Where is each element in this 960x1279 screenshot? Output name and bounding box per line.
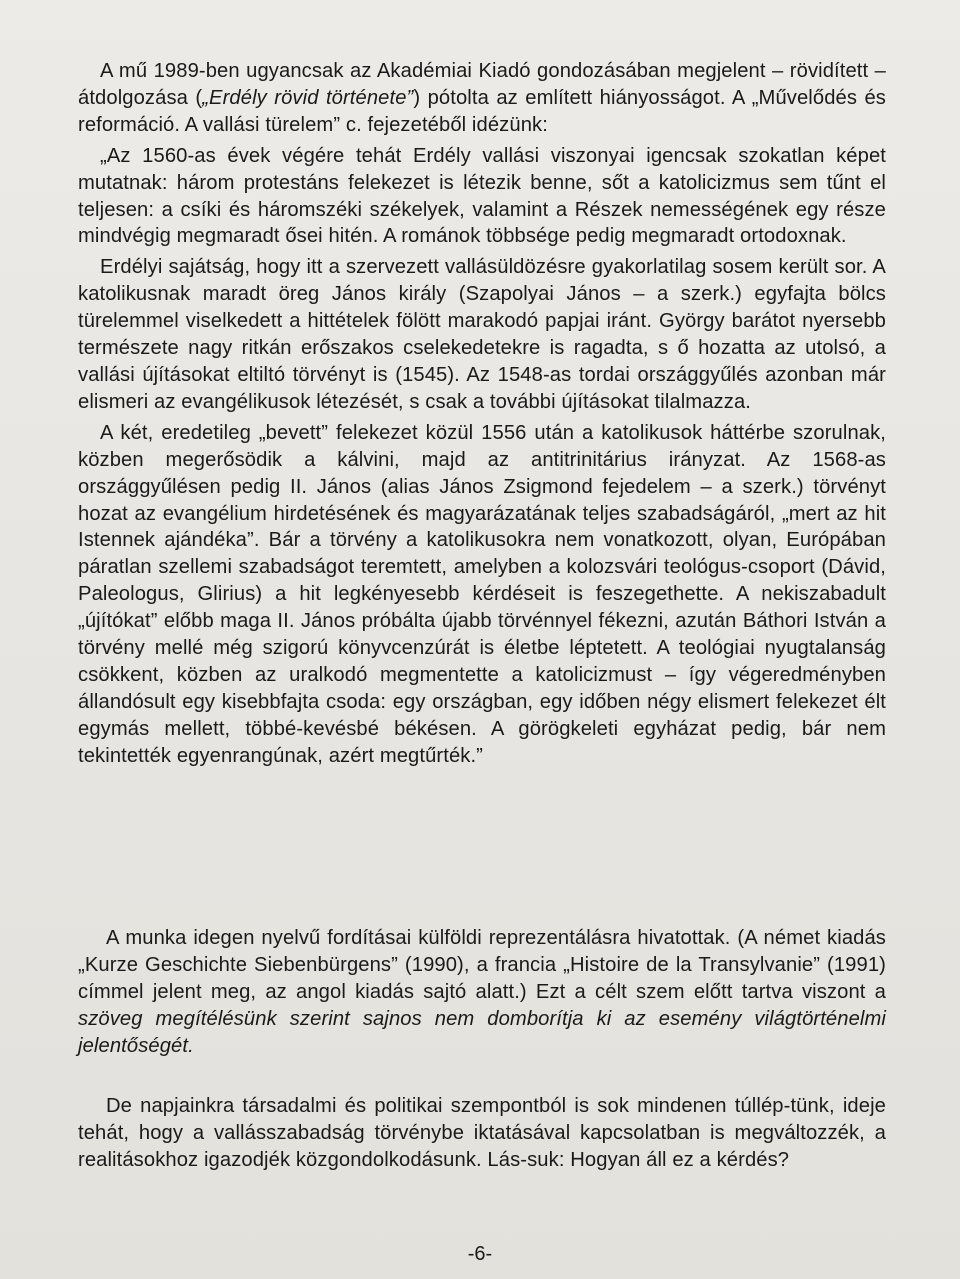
page-number: -6- [467,1243,493,1265]
closing-text: De napjainkra társadalmi és politikai szempontból is sok mindenen túllép-tünk, ideje tehát, hogy a vallásszabadság törvénybe iktatásával kapcsolatban is megváltozzék, a realitásokhoz igazodjék közgondolkodásunk. Lás-suk: Hogyan áll ez a kérdés? [78,1095,886,1171]
translations-paragraph [78,925,886,1060]
translations-text [78,925,886,1060]
intro-text-b: ) pótolta az említett hiányosságot. A „Művelődés és reformáció. A vallási türelem” c. fejezetéből idézünk: [78,86,886,136]
translations-text-a: A munka idegen nyelvű fordításai külföldi reprezentálásra hivatottak. (A német kiadás „Kurze Geschichte Siebenbürgens” (1990), a francia „Histoire de la Transylvanie” (1991) címmel jelent meg, az angol kiadás sajtó alatt.) Ezt a célt szem előtt tartva viszont a [78,927,886,1003]
intro-text-a: A mű 1989-ben ugyancsak az Akadémiai Kiadó gondozásában megjelent – rövidített – átdolgozása ( [78,60,886,109]
intro-paragraph [78,58,886,139]
main-text-block [78,58,886,770]
intro-book-title: „Erdély rövid története” [202,86,414,109]
quote-paragraph-1: „Az 1560-as évek végére tehát Erdély vallási viszonyai igencsak szokatlan képet mutatnak: három protestáns felekezet is létezik benne, sőt a katolicizmus sem tűnt el teljesen: a csíki és háromszéki székelyek, valamint a Részek nemességének egy része mindvégig megmaradt ősei hitén. A románok többsége pedig megmaradt ortodoxnak. [78,144,886,248]
closing-paragraph [78,1093,886,1174]
translations-italic-text: szöveg megítélésünk szerint sajnos nem domborítja ki az esemény világtörténelmi jelentőségét. [78,1007,886,1057]
quote-paragraph-3: A két, eredetileg „bevett” felekezet közül 1556 után a katolikusok háttérbe szorulnak, közben megerősödik a kálvini, majd az antitrinitárius irányzat. Az 1568-as országgyűlésen pedig II. János (alias János Zsigmond fejedelem – a szerk.) törvényt hozat az evangélium hirdetésének és magyarázatának teljes szabadságáról, „mert az hit Istennek ajándéka”. Bár a törvény a katolikusokra nem vonatkozott, olyan, Európában páratlan szellemi szabadságot teremtett, amelyben a kolozsvári teológus-csoport (Dávid, Paleologus, Glirius) a hit legkényesebb kérdéseit is feszegethette. A nekiszabadult „újítókat” előbb maga II. János próbálta újabb törvénnyel fékezni, azután Báthori István a törvény mellé még szigorú könyvcenzúrát is életbe léptetett. A teológiai nyugtalanság csökkent, közben az uralkodó megmentette a katolicizmust – így végeredményben állandósult egy kisebbfajta csoda: egy országban, egy időben négy elismert felekezet élt egymás mellett, többé-kevésbé békésen. A görögkeleti egyházat pedig, bár nem tekintették egyenrangúnak, azért megtűrték.” [78,421,886,767]
quote-paragraph-2: Erdélyi sajátság, hogy itt a szervezett vallásüldözésre gyakorlatilag sosem került sor. A katolikusnak maradt öreg János király (Szapolyai János – a szerk.) egyfajta bölcs türelemmel viselkedett a hittételek fölött marakodó papjai iránt. György barátot nyersebb természete nagy ritkán erőszakos cselekedetekre is ragadta, s ő hozatta az utolsó, a vallási újításokat eltiltó törvényt is (1545). Az 1548-as tordai országgyűlés azonban már elismeri az evangélikusok létezését, s csak a további újításokat tilalmazza. [78,256,886,413]
